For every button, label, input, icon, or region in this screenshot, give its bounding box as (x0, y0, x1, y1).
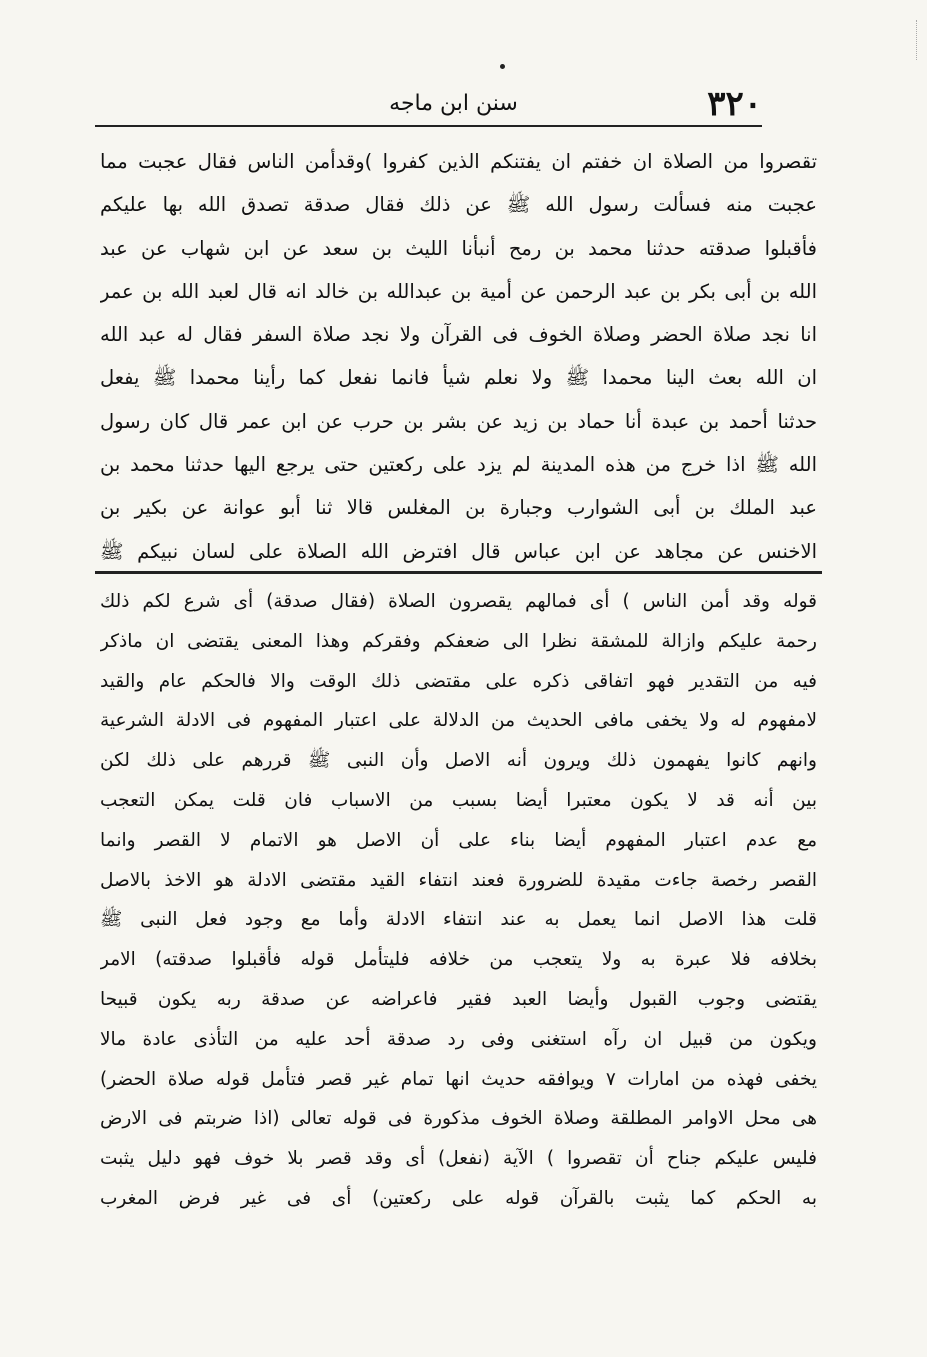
commentary-line: القصر رخصة جاءت مقيدة للضرورة فعند انتفاء القيد مقتضى الادلة هو الاخذ بالاصل (100, 869, 817, 891)
hadith-line: الله بن أبى بكر بن عبد الرحمن عن أمية بن عبدالله بن خالد انه قال لعبد الله بن عمر (100, 279, 817, 303)
commentary-line: بخلافه فلا عبرة به ولا يتعجب من خلافه فليتأمل قوله فأقبلوا صدقته) الامر (100, 949, 817, 971)
commentary-text (100, 582, 817, 1219)
hadith-line: فأقبلوا صدقته حدثنا محمد بن رمح أنبأنا الليث بن سعد عن ابن شهاب عن عبد (100, 236, 817, 260)
page-header (95, 80, 762, 124)
commentary-line: ويكون من قبيل ان رآه استغنى وفى رد صدقة أحد عليه من التأذى عادة مالا (100, 1028, 817, 1050)
hadith-text (100, 140, 817, 573)
commentary-line: هى محل الاوامر المطلقة وصلاة الخوف مذكورة فى قوله تعالى (اذا ضربتم فى الارض (100, 1108, 817, 1130)
commentary-line: به الحكم كما يثبت بالقرآن قوله على ركعتين) أى فى غير فرض المغرب (100, 1187, 817, 1209)
commentary-divider (95, 571, 822, 574)
commentary-line: قلت هذا الاصل انما يعمل به عند انتفاء الادلة وأما مع وجود فعل النبى ﷺ (100, 909, 817, 931)
print-mark (500, 64, 505, 69)
hadith-line: الاخنس عن مجاهد عن ابن عباس قال افترض الله الصلاة على لسان نبيكم ﷺ (100, 539, 817, 563)
commentary-line: فليس عليكم جناح أن تقصروا ) الآية (نفعل) أى وقد قصر بلا خوف فهو دليل يثبت (100, 1148, 817, 1170)
commentary-line: يخفى فهذه من امارات ٧ ويوافقه حديث انها تمام غير قصر فتأمل قوله صلاة الحضر) (100, 1068, 817, 1090)
hadith-line: عبد الملك بن أبى الشوارب وجبارة بن المغلس قالا ثنا أبو عوانة عن بكير بن (100, 496, 817, 520)
commentary-line: بين أنه قد لا يكون معتبرا أيضا بسبب من الاسباب فان قلت يمكن التعجب (100, 789, 817, 811)
page-edge-mark (908, 20, 917, 60)
commentary-line: لامفهوم له ولا يخفى مافى الحديث من الدلالة على اعتبار المفهوم فى الادلة الشرعية (100, 710, 817, 732)
commentary-line: مع عدم اعتبار المفهوم أيضا بناء على أن الاصل هو الاتمام لا القصر وانما (100, 829, 817, 851)
commentary-line: رحمة عليكم وازالة للمشقة نظرا الى ضعفكم وفقركم وهذا المعنى يقتضى ان ماذكر (100, 630, 817, 652)
page-number: ٣٢٠ (707, 84, 762, 124)
hadith-line: تقصروا من الصلاة ان خفتم ان يفتنكم الذين كفروا )وقدأمن الناس فقال عجبت مما (100, 150, 817, 173)
commentary-line: يقتضى وجوب القبول وأيضا العبد فقير فاعراضه عن صدقة ربه يكون قبيحا (100, 988, 817, 1010)
running-title: سنن ابن ماجه (389, 91, 518, 116)
hadith-line: حدثنا أحمد بن عبدة أنا حماد بن زيد عن بشر بن حرب عن ابن عمر قال كان رسول (100, 409, 817, 433)
hadith-line: ان الله بعث الينا محمدا ﷺ ولا نعلم شيأ فانما نفعل كما رأينا محمدا ﷺ يفعل (100, 366, 817, 390)
commentary-line: فيه من التقدير فهو اتفاقى ذكره على مقتضى ذلك الوقت والا فالحكم عام والقيد (100, 670, 817, 692)
header-rule (95, 125, 762, 127)
commentary-line: قوله وقد أمن الناس ) أى فمالهم يقصرون الصلاة (فقال صدقة) أى شرع لكم ذلك (100, 591, 817, 612)
hadith-line: انا نجد صلاة الحضر وصلاة الخوف فى القرآن ولا نجد صلاة السفر فقال له عبد الله (100, 323, 817, 347)
hadith-line: عجبت منه فسألت رسول الله ﷺ عن ذلك فقال صدقة تصدق الله بها عليكم (100, 193, 817, 217)
commentary-line: وانهم كانوا يفهمون ذلك ويرون أنه الاصل وأن النبى ﷺ قررهم على ذلك لكن (100, 750, 817, 772)
hadith-line: الله ﷺ اذا خرج من هذه المدينة لم يزد على ركعتين حتى يرجع اليها حدثنا محمد بن (100, 453, 817, 477)
